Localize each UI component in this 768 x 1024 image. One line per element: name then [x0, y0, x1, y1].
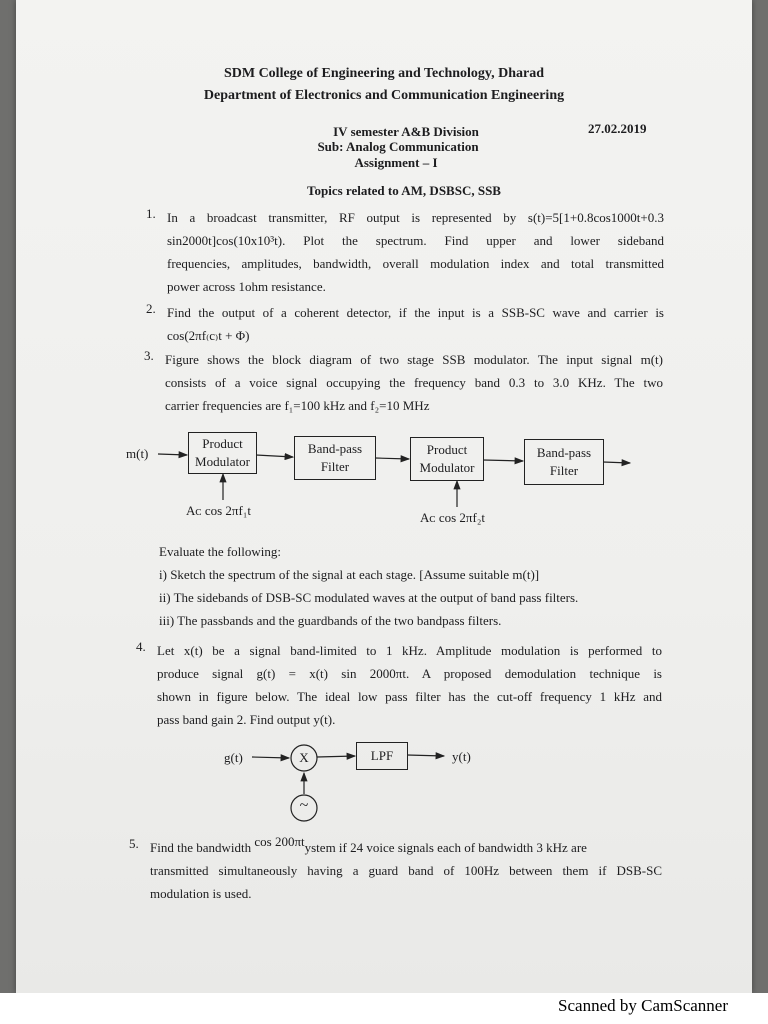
q4-line: produce signal g(t) = x(t) sin 2000πt. A proposed demodulation technique is [157, 666, 662, 681]
q2-text [167, 301, 664, 347]
q3-product-modulator-1 [188, 432, 257, 474]
q4-input-label: g(t) [224, 750, 243, 765]
q4-arrow-out [407, 755, 444, 756]
q1-line: frequencies, amplitudes, bandwidth, overall modulation index and total transmitted [167, 256, 664, 271]
college-name: SDM College of Engineering and Technology, Dharad [223, 66, 545, 81]
q3-evaluate-section [159, 540, 679, 632]
q4-mixer-label: X [299, 750, 309, 765]
q4-line: pass band gain 2. Find output y(t). [157, 712, 336, 727]
semester-line: IV semester A&B Division [333, 124, 479, 139]
q2-formula: cos(2πf₍c₎t + Φ) [167, 328, 250, 343]
q1-line: power across 1ohm resistance. [167, 279, 326, 294]
block-text: Filter [320, 459, 350, 474]
q2-line: Find the output of a coherent detector, if the input is a SSB-SC wave and carrier is [167, 305, 664, 320]
block-text: Band-pass [536, 445, 592, 460]
block-text: Product [202, 436, 243, 451]
q4-lpf-block [356, 742, 408, 770]
q4-arrow-in [252, 757, 289, 758]
q4-line: shown in figure below. The ideal low pass filter has the cut-off frequency 1 kHz and [157, 689, 662, 704]
q1-line: In a broadcast transmitter, RF output is represented by s(t)=5[1+0.8cos1000t+0.3 [167, 210, 664, 225]
q3-number: 3. [144, 348, 154, 363]
q3-arrow-out [603, 462, 630, 463]
camscanner-watermark: Scanned by CamScanner [558, 996, 728, 1015]
q5-number: 5. [129, 836, 139, 851]
q3-bandpass-filter-1 [294, 436, 376, 480]
q3-arrow-in [158, 454, 187, 455]
q3-carrier-1-label: Aᴄ cos 2πf₁t [186, 503, 251, 518]
q5-line [150, 836, 662, 859]
q4-line: Let x(t) be a signal band-limited to 1 kHz. Amplitude modulation is performed to [157, 643, 662, 658]
block-text: Band-pass [307, 441, 363, 456]
q3-part-ii: ii) The sidebands of DSB-SC modulated waves at the output of band pass filters. [159, 590, 579, 605]
q2-number: 2. [146, 301, 156, 316]
document-page [16, 0, 752, 993]
q3-part-iii: iii) The passbands and the guardbands of the two bandpass filters. [159, 613, 502, 628]
q1-line: sin2000t]cos(10x10³t). Plot the spectrum. Find upper and lower sideband [167, 233, 664, 248]
q3-line: carrier frequencies are f₁=100 kHz and f₂=10 MHz [165, 398, 430, 413]
q3-product-modulator-2 [410, 437, 484, 481]
block-text: Product [426, 442, 468, 457]
q3-carrier-2-label: Aᴄ cos 2πf₂t [420, 510, 485, 525]
q5-line: transmitted simultaneously having a guard band of 100Hz between them if DSB-SC [150, 863, 662, 878]
assignment-title: Assignment – I [354, 155, 438, 170]
q1-number: 1. [146, 206, 156, 221]
q1-text [167, 206, 664, 298]
q5-text [150, 836, 662, 905]
block-text: Modulator [419, 460, 475, 475]
q4-text [157, 639, 662, 731]
q4-oscillator-symbol: ~ [299, 797, 309, 814]
q3-bandpass-filter-2 [524, 439, 604, 485]
assignment-date: 27.02.2019 [588, 121, 647, 136]
q4-number: 4. [136, 639, 146, 654]
q3-line: consists of a voice signal occupying the frequency band 0.3 to 3.0 KHz. The two [165, 375, 663, 390]
q4-arrow-mixer-lpf [317, 756, 355, 757]
q3-arrow-2-3 [375, 458, 409, 459]
q3-arrow-1-2 [256, 455, 293, 457]
block-text: Filter [549, 463, 579, 478]
block-text: Modulator [195, 454, 250, 469]
q5-line-end: ystem if 24 voice signals each of bandwidth 3 kHz are [304, 840, 587, 855]
q3-text [165, 348, 663, 417]
q4-oscillator-label: cos 200πt [254, 834, 305, 849]
q3-evaluate-heading: Evaluate the following: [159, 544, 282, 559]
subject-line: Sub: Analog Communication [317, 139, 479, 154]
q4-output-label: y(t) [452, 749, 471, 764]
q3-part-i: i) Sketch the spectrum of the signal at each stage. [Assume suitable m(t)] [159, 567, 540, 582]
q5-line: modulation is used. [150, 886, 252, 901]
q3-input-label: m(t) [126, 446, 149, 461]
q3-arrow-3-4 [483, 460, 523, 461]
topics-heading: Topics related to AM, DSBSC, SSB [307, 183, 501, 198]
block-text: LPF [370, 748, 394, 763]
department-name: Department of Electronics and Communication Engineering [203, 88, 565, 103]
q5-line-start: Find the bandwidth [150, 840, 255, 855]
q3-line: Figure shows the block diagram of two stage SSB modulator. The input signal m(t) [165, 352, 663, 367]
